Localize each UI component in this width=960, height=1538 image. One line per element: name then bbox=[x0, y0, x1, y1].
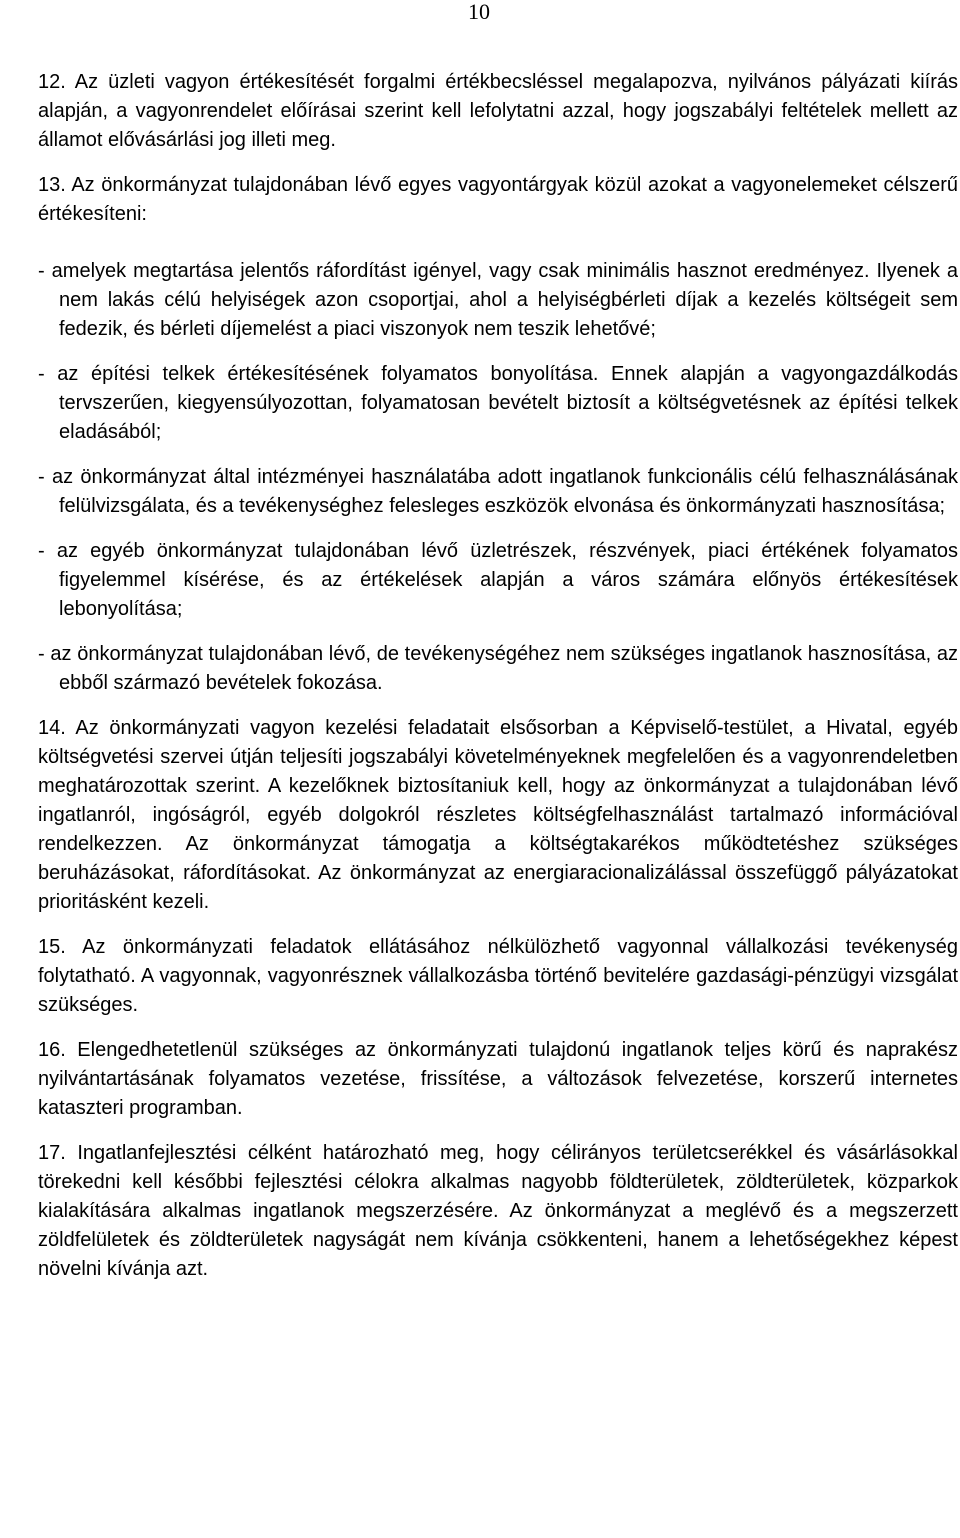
page-number: 10 bbox=[468, 0, 490, 24]
paragraph-12: 12. Az üzleti vagyon értékesítését forgalmi értékbecsléssel megalapozva, nyilvános pályázati kiírás alapján, a vagyonrendelet előírásai szerint kell lefolytatni azzal, hogy jogszabályi feltételek mellett az államot elővásárlási jog illeti meg. bbox=[38, 71, 958, 151]
list-item: - az önkormányzat által intézményei használatába adott ingatlanok funkcionális célú felhasználásának felülvizsgálata, és a tevékenységhez felesleges eszközök elvonása és önkormányzati hasznosítása; bbox=[38, 466, 958, 517]
list-item: - az építési telkek értékesítésének folyamatos bonyolítása. Ennek alapján a vagyongazdálkodás tervszerűen, kiegyensúlyozottan, folyamatosan bevételt biztosít a költségvetésnek az építési telkek eladásából; bbox=[38, 363, 958, 443]
list-item: - amelyek megtartása jelentős ráfordítást igényel, vagy csak minimális hasznot eredményez. Ilyenek a nem lakás célú helyiségek azon csoportjai, ahol a helyiségbérleti díjak a kezelés költségeit sem fedezik, és bérleti díjemelést a piaci viszonyok nem teszik lehetővé; bbox=[38, 260, 958, 340]
document-body bbox=[38, 68, 958, 1300]
paragraph-17: 17. Ingatlanfejlesztési célként határozható meg, hogy célirányos területcserékkel és vásárlásokkal törekedni kell későbbi fejlesztési célokra alkalmas nagyobb földterületek, zöldterületek, közparkok kialakítására alkalmas ingatlanok megszerzésére. Az önkormányzat a meglévő és a megszerzett zöldfelületek és zöldterületek nagyságát nem kívánja csökkenteni, hanem a lehetőségekhez képest növelni kívánja azt. bbox=[38, 1142, 958, 1280]
paragraph-14: 14. Az önkormányzati vagyon kezelési feladatait elsősorban a Képviselő-testület, a Hivatal, egyéb költségvetési szervei útján teljesíti jogszabályi követelményeknek megfelelően és a vagyonrendeletben meghatározottak szerint. A kezelőknek biztosítaniuk kell, hogy az önkormányzat a tulajdonában lévő ingatlanról, ingóságról, egyéb dolgokról részletes költségfelhasználást tartalmazó információval rendelkezzen. Az önkormányzat támogatja a költségtakarékos működtetéshez szükséges beruházásokat, ráfordításokat. Az önkormányzat az energiaracionalizálással összefüggő pályázatokat prioritásként kezeli. bbox=[38, 717, 958, 913]
paragraph-15: 15. Az önkormányzati feladatok ellátásához nélkülözhető vagyonnal vállalkozási tevékenység folytatható. A vagyonnak, vagyonrésznek vállalkozásba történő bevitelére gazdasági-pénzügyi vizsgálat szükséges. bbox=[38, 936, 958, 1016]
list-item: - az egyéb önkormányzat tulajdonában lévő üzletrészek, részvények, piaci értékének folyamatos figyelemmel kísérése, és az értékelések alapján a város számára előnyös értékesítések lebonyolítása; bbox=[38, 540, 958, 620]
paragraph-13-intro: 13. Az önkormányzat tulajdonában lévő egyes vagyontárgyak közül azokat a vagyonelemeket célszerű értékesíteni: bbox=[38, 174, 958, 225]
list-item: - az önkormányzat tulajdonában lévő, de tevékenységéhez nem szükséges ingatlanok hasznosítása, az ebből származó bevételek fokozása. bbox=[38, 643, 958, 694]
paragraph-16: 16. Elengedhetetlenül szükséges az önkormányzati tulajdonú ingatlanok teljes körű és naprakész nyilvántartásának folyamatos vezetése, frissítése, a változások felvezetése, korszerű internetes kataszteri programban. bbox=[38, 1039, 958, 1119]
